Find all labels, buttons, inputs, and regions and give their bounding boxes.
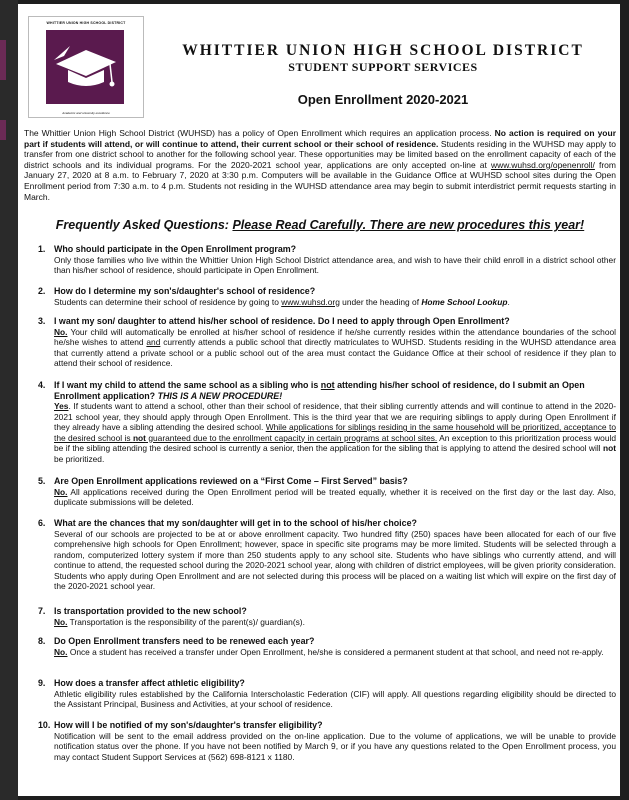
answer-part: No. bbox=[54, 486, 68, 497]
answer-part: No. bbox=[54, 646, 68, 657]
question-number: 7. bbox=[38, 606, 46, 616]
answer-part: Transportation is the responsibility of the parent(s)/ guardian(s). bbox=[67, 616, 305, 627]
faq-heading-a: Frequently Asked Questions: bbox=[55, 218, 233, 232]
question-text: Who should participate in the Open Enrollment program? bbox=[54, 244, 297, 254]
answer-part: be prioritized. bbox=[54, 453, 105, 464]
document-page bbox=[18, 4, 620, 796]
answer-part: Students can determine their school of residence by going to bbox=[54, 296, 282, 307]
answer-part: guaranteed due to the enrollment capacity in certain programs at school sites. bbox=[145, 432, 438, 443]
question-number: 4. bbox=[38, 380, 46, 390]
question-text: Do Open Enrollment transfers need to be renewed each year? bbox=[54, 636, 315, 646]
intro-bold-text: No action is required on your part if students will attend, or will continue to attend, their current school or their school of residence. bbox=[24, 128, 617, 149]
answer-part: currently attends a public school that directly matriculates to WUHSD. Students residing in the WUHSD attendance area that currently attend a private school or a public school out of the area must contact the Guidance Office at their school of residence if they plan to attend their school of residence. bbox=[54, 337, 617, 368]
intro-paragraph bbox=[24, 128, 616, 202]
question-text bbox=[54, 380, 616, 401]
faq-item-1 bbox=[38, 244, 616, 276]
answer-text: Notification will be sent to the email address provided on the on-line application. Due to the volume of applications, we will be unable to provide notification status over the phone. If you have not been notified by March 9, or if you have any questions related to the Open Enrollment process, you may contact Student Support Services at (562) 698-8121 x 1180. bbox=[54, 730, 616, 762]
question-text: How do I determine my son's/daughter's school of residence? bbox=[54, 286, 316, 296]
question-text: I want my son/ daughter to attend his/her school of residence. Do I need to apply through Open Enrollment? bbox=[54, 316, 510, 326]
wuhsd-link[interactable]: www.wuhsd.org bbox=[281, 296, 340, 307]
intro-text: from January 27, 2020 at 8 a.m. to February 7, 2020 at 3:30 p.m. Computers will be available in the Guidance Office at WUHSD school sites during the Open Enrollment period from 7:30 a.m. to 4 p.m. Students not residing in the WUHSD attendance area may begin to submit interdistrict permit requests starting in March. bbox=[24, 159, 616, 202]
answer-part: not bbox=[132, 432, 146, 443]
answer-part: Once a student has received a transfer under Open Enrollment, he/she is considered a permanent student at that school, and need not re-apply. bbox=[67, 646, 604, 657]
department-name: STUDENT SUPPORT SERVICES bbox=[288, 60, 478, 74]
answer-part: . bbox=[507, 296, 510, 307]
question-number: 1. bbox=[38, 244, 46, 254]
district-name: WHITTIER UNION HIGH SCHOOL DISTRICT bbox=[182, 42, 584, 59]
faq-item-6 bbox=[38, 518, 616, 592]
answer-part: Home School Lookup bbox=[421, 296, 508, 307]
question-number: 10. bbox=[38, 720, 51, 730]
question-number: 3. bbox=[38, 316, 46, 326]
faq-heading-b: Please Read Carefully. There are new procedures this year! bbox=[232, 218, 585, 232]
answer-text bbox=[54, 327, 616, 369]
district-logo bbox=[28, 16, 144, 118]
faq-heading bbox=[24, 218, 616, 232]
answer-part: Your child will automatically be enrolled at his/her school of residence if he/she currently resides within the attendance boundaries of the school he/she wishes to attend bbox=[54, 326, 616, 347]
faq-item-8 bbox=[38, 636, 616, 657]
intro-text: Students residing in the WUHSD may apply to transfer from one district school to another for the following school year. These opportunities may be limited based on the enrollment capacity of each of the district schools and its individual programs. For the 2020-2021 school year, applications are only accepted on-line at bbox=[24, 138, 617, 170]
question-text: Are Open Enrollment applications reviewed on a “First Come – First Served” basis? bbox=[54, 476, 408, 486]
answer-text: Several of our schools are projected to be at or above enrollment capacity. Two hundred fifty (250) spaces have been allocated for each of our five comprehensive high schools for Open Enrollment; however, space in specific site programs may be more limited. Students will be selected through a random, computerized lottery system if more than 250 students apply to any school site. Students who have siblings who currently attend, and will continue to attend, the requested school during the 2020-2021 school year, along with children of district employees, will be given priority consideration. Students who apply during Open Enrollment and are not selected during this process will be placed on a waiting list which will expire on the first day of the 2020-2021 school year. bbox=[54, 528, 616, 591]
viewer-frame bbox=[0, 0, 18, 800]
answer-part: and bbox=[146, 337, 161, 347]
intro-text: The Whittier Union High School District (WUHSD) has a policy of Open Enrollment which requires an application process. bbox=[24, 128, 495, 138]
answer-text bbox=[54, 647, 616, 658]
answer-part: No. bbox=[54, 326, 68, 337]
question-part: THIS IS A NEW PROCEDURE! bbox=[157, 390, 283, 401]
answer-part: No. bbox=[54, 616, 68, 627]
frame-accent bbox=[0, 40, 6, 80]
logo-emblem bbox=[46, 30, 124, 104]
question-part: If I want my child to attend the same school as a sibling who is bbox=[54, 380, 321, 390]
logo-motto: Academic and university excellence bbox=[62, 111, 110, 115]
question-text: Is transportation provided to the new school? bbox=[54, 606, 247, 616]
answer-part: not bbox=[602, 443, 616, 453]
question-text: How does a transfer affect athletic eligibility? bbox=[54, 678, 245, 688]
document-title: Open Enrollment 2020-2021 bbox=[297, 92, 469, 107]
question-number: 8. bbox=[38, 636, 46, 646]
answer-text: Athletic eligibility rules established by the California Interscholastic Federation (CIF) will apply. All questions regarding eligibility should be directed to the Assistant Principal, Business and Activities, at your school of residence. bbox=[54, 688, 616, 709]
question-text: What are the chances that my son/daughter will get in to the school of his/her choice? bbox=[54, 518, 417, 528]
answer-part: An exception to this prioritization process would be if the sibling attending the desired school is currently a senior, then the application for the sibling that is applying to attend the desired school will bbox=[54, 432, 616, 453]
faq-item-7 bbox=[38, 606, 616, 627]
answer-text bbox=[54, 617, 616, 628]
faq-item-2 bbox=[38, 286, 616, 307]
question-number: 5. bbox=[38, 476, 46, 486]
answer-text bbox=[54, 487, 616, 508]
answer-text bbox=[54, 401, 616, 464]
faq-item-10 bbox=[38, 720, 616, 762]
openenroll-link[interactable]: www.wuhsd.org/openenroll/ bbox=[490, 159, 595, 170]
question-part: not bbox=[320, 380, 335, 390]
logo-top-text: WHITTIER UNION HIGH SCHOOL DISTRICT bbox=[46, 21, 126, 25]
faq-item-3 bbox=[38, 316, 616, 369]
answer-part: . If students want to attend a school, other than their school of residence, that their sibling currently attends and will continue to attend in the 2020-2021 school year, they should apply through Open Enrollment. This is the third year that we are requiring siblings to apply during Open Enrollment if they already have a sibling attending the desired school. bbox=[54, 401, 616, 432]
faq-item-4 bbox=[38, 380, 616, 464]
question-number: 2. bbox=[38, 286, 46, 296]
question-number: 9. bbox=[38, 678, 46, 688]
answer-text: Only those families who live within the Whittier Union High School District attendance area, and wish to have their child enroll in a district school other than his/her school of residence, should participate in Open Enrollment. bbox=[54, 254, 616, 275]
answer-text bbox=[54, 297, 616, 308]
frame-accent bbox=[0, 120, 6, 140]
faq-item-5 bbox=[38, 476, 616, 508]
question-part: attending his/her school of residence, do I submit an Open Enrollment application? bbox=[54, 380, 585, 401]
answer-part: While applications for siblings residing in the same household will be prioritized, acceptance to the desired school is bbox=[54, 422, 616, 443]
answer-part: All applications received during the Open Enrollment period will be treated equally, whether it is received on the first day or the last day. Also, duplicate submissions will be deleted. bbox=[54, 486, 616, 507]
graduation-cap-icon bbox=[46, 30, 124, 104]
answer-part: Yes bbox=[54, 401, 69, 411]
question-number: 6. bbox=[38, 518, 46, 528]
faq-item-9 bbox=[38, 678, 616, 710]
question-text: How will I be notified of my son's/daughter's transfer eligibility? bbox=[54, 720, 323, 730]
answer-part: under the heading of bbox=[339, 296, 422, 307]
